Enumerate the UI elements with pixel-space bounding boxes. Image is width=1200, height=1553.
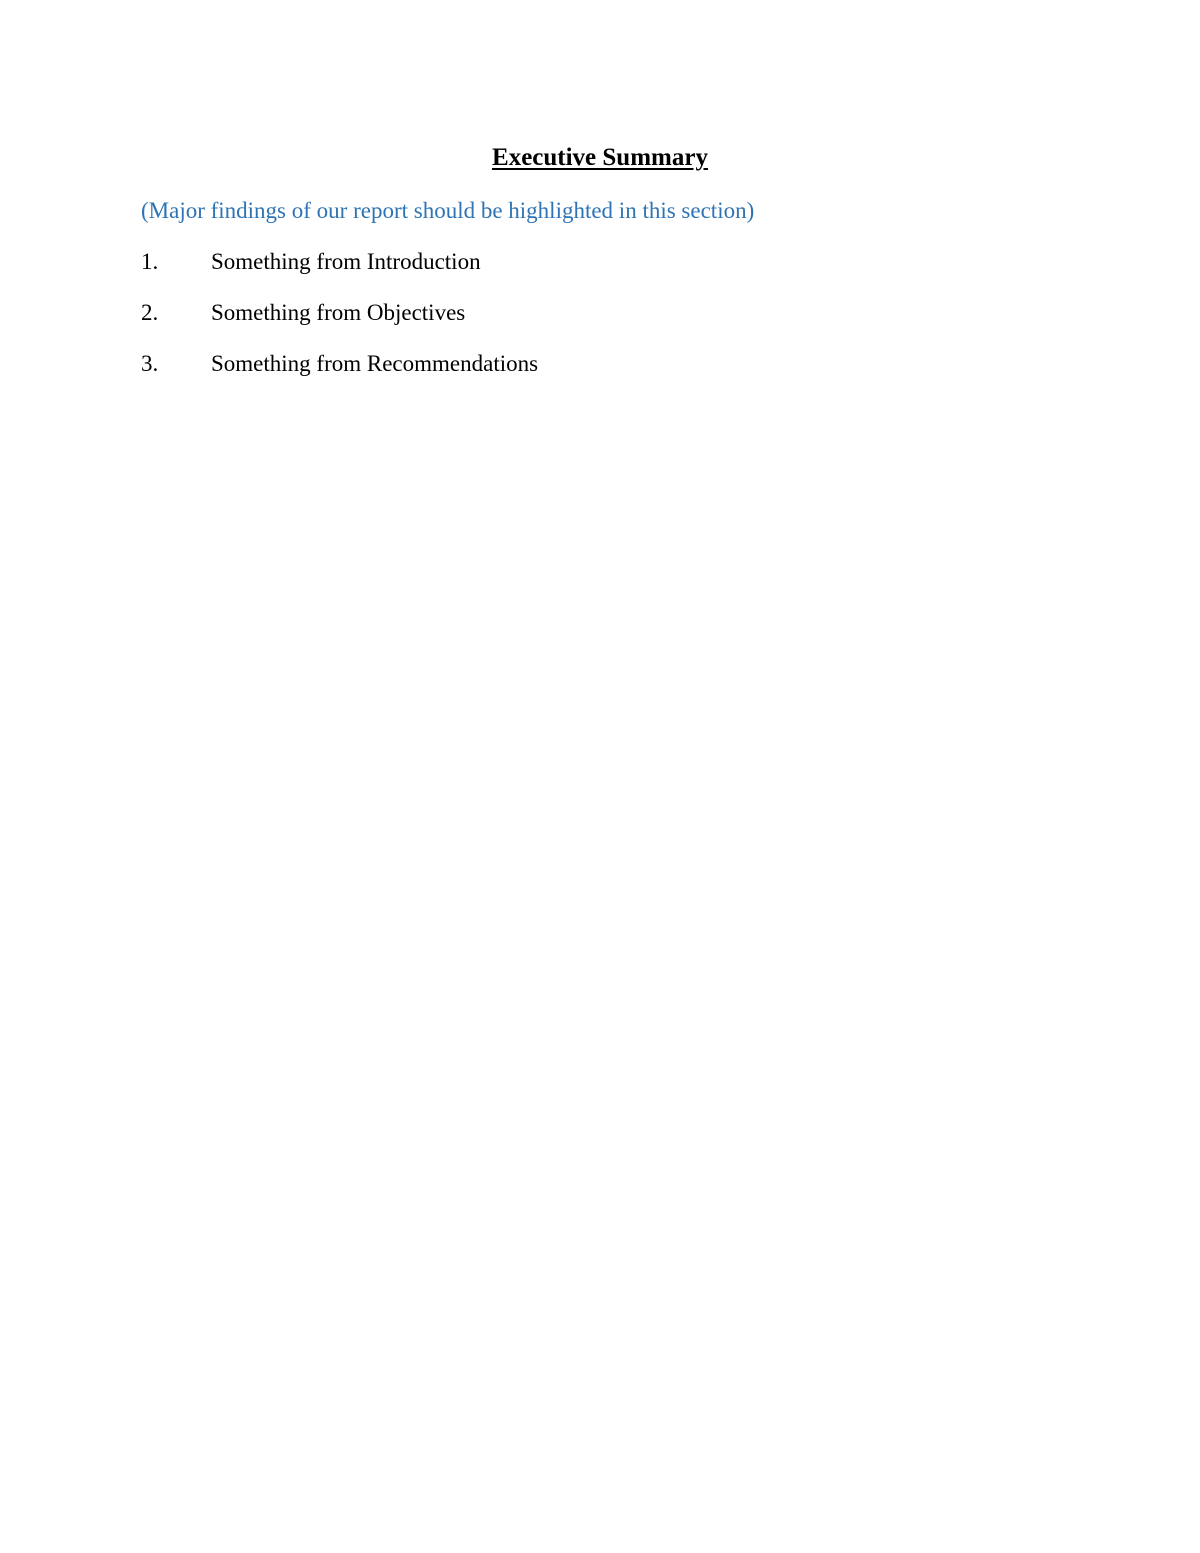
list-item-number: 3. bbox=[141, 351, 159, 376]
page-title: Executive Summary bbox=[492, 144, 708, 171]
list-item-number: 2. bbox=[141, 300, 159, 325]
list-item-number: 1. bbox=[141, 249, 159, 274]
section-instruction-note: (Major findings of our report should be highlighted in this section) bbox=[141, 198, 755, 223]
list-item-text: Something from Introduction bbox=[211, 249, 481, 274]
list-item-text: Something from Objectives bbox=[211, 300, 466, 325]
list-item-text: Something from Recommendations bbox=[211, 351, 539, 376]
